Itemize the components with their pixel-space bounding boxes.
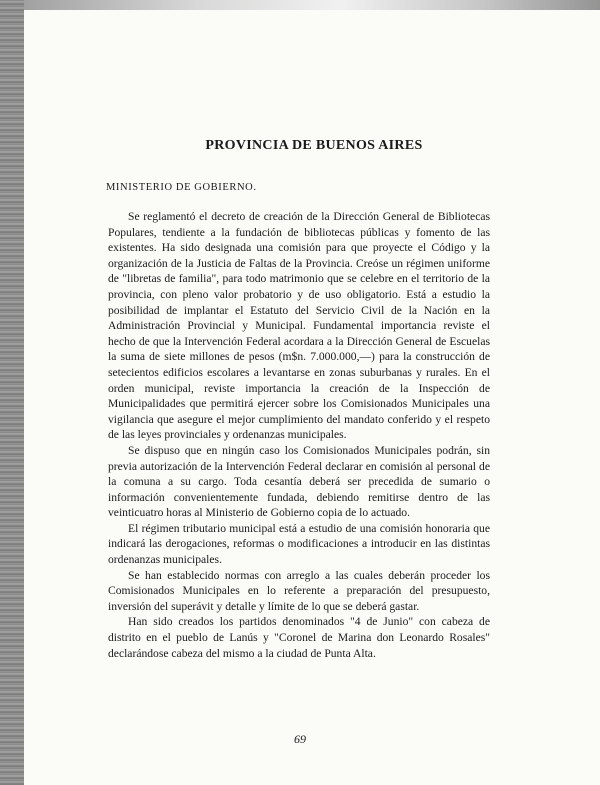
paragraph: Se dispuso que en ningún caso los Comisionados Municipales podrán, sin previa autorización de la Intervención Federal declarar en comisión al personal de la comuna a su cargo. Toda cesantía deberá ser precedida de sumario o información convenientemente fundada, debiendo remitirse dentro de las veinticuatro horas al Ministerio de Gobierno copia de lo actuado. (108, 443, 490, 520)
paragraph: Se reglamentó el decreto de creación de la Dirección General de Bibliotecas Populares, tendiente a la fundación de bibliotecas públicas y fomento de las existentes. Ha sido designada una comisión para que proyecte el Código y la organización de la Justicia de Faltas de la Provincia. Creóse un régimen uniforme de "libretas de familia", para todo matrimonio que se celebre en el territorio de la provincia, con pleno valor probatorio y de uso obligatorio. Está a estudio la posibilidad de implantar el Estatuto del Servicio Civil de la Nación en la Administración Provincial y Municipal. Fundamental importancia reviste el hecho de que la Intervención Federal acordara a la Dirección General de Escuelas la suma de siete millones de pesos (m$n. 7.000.000,—) para la construcción de setecientos edificios escolares a levantarse en zonas suburbanas y rurales. En el orden municipal, reviste importancia la creación de la Inspección de Municipalidades que permitirá ejercer sobre los Comisionados Municipales una vigilancia que asegure el mejor cumplimiento del mandato conferido y el respeto de las leyes provinciales y ordenanzas municipales. (108, 210, 490, 442)
paragraph: El régimen tributario municipal está a estudio de una comisión honoraria que indicará las derogaciones, reformas o modificaciones a introducir en las distintas ordenanzas municipales. (108, 521, 490, 567)
paragraph: Se han establecido normas con arreglo a las cuales deberán proceder los Comisionados Municipales en lo referente a preparación del presupuesto, inversión del superávit y detalle y límite de lo que se deberá gastar. (108, 568, 490, 613)
section-heading: MINISTERIO DE GOBIERNO. (106, 182, 257, 193)
scan-shadow-left (0, 0, 24, 785)
page-number: 69 (294, 732, 306, 746)
scan-shadow-top (24, 0, 600, 10)
paragraph: Han sido creados los partidos denominados "4 de Junio" con cabeza de distrito en el pueblo de Lanús y "Coronel de Marina don Leonardo Rosales" declarándose cabeza del mismo a la ciudad de Punta Alta. (108, 615, 490, 660)
page-title: PROVINCIA DE BUENOS AIRES (205, 138, 423, 153)
page-content (108, 138, 490, 661)
